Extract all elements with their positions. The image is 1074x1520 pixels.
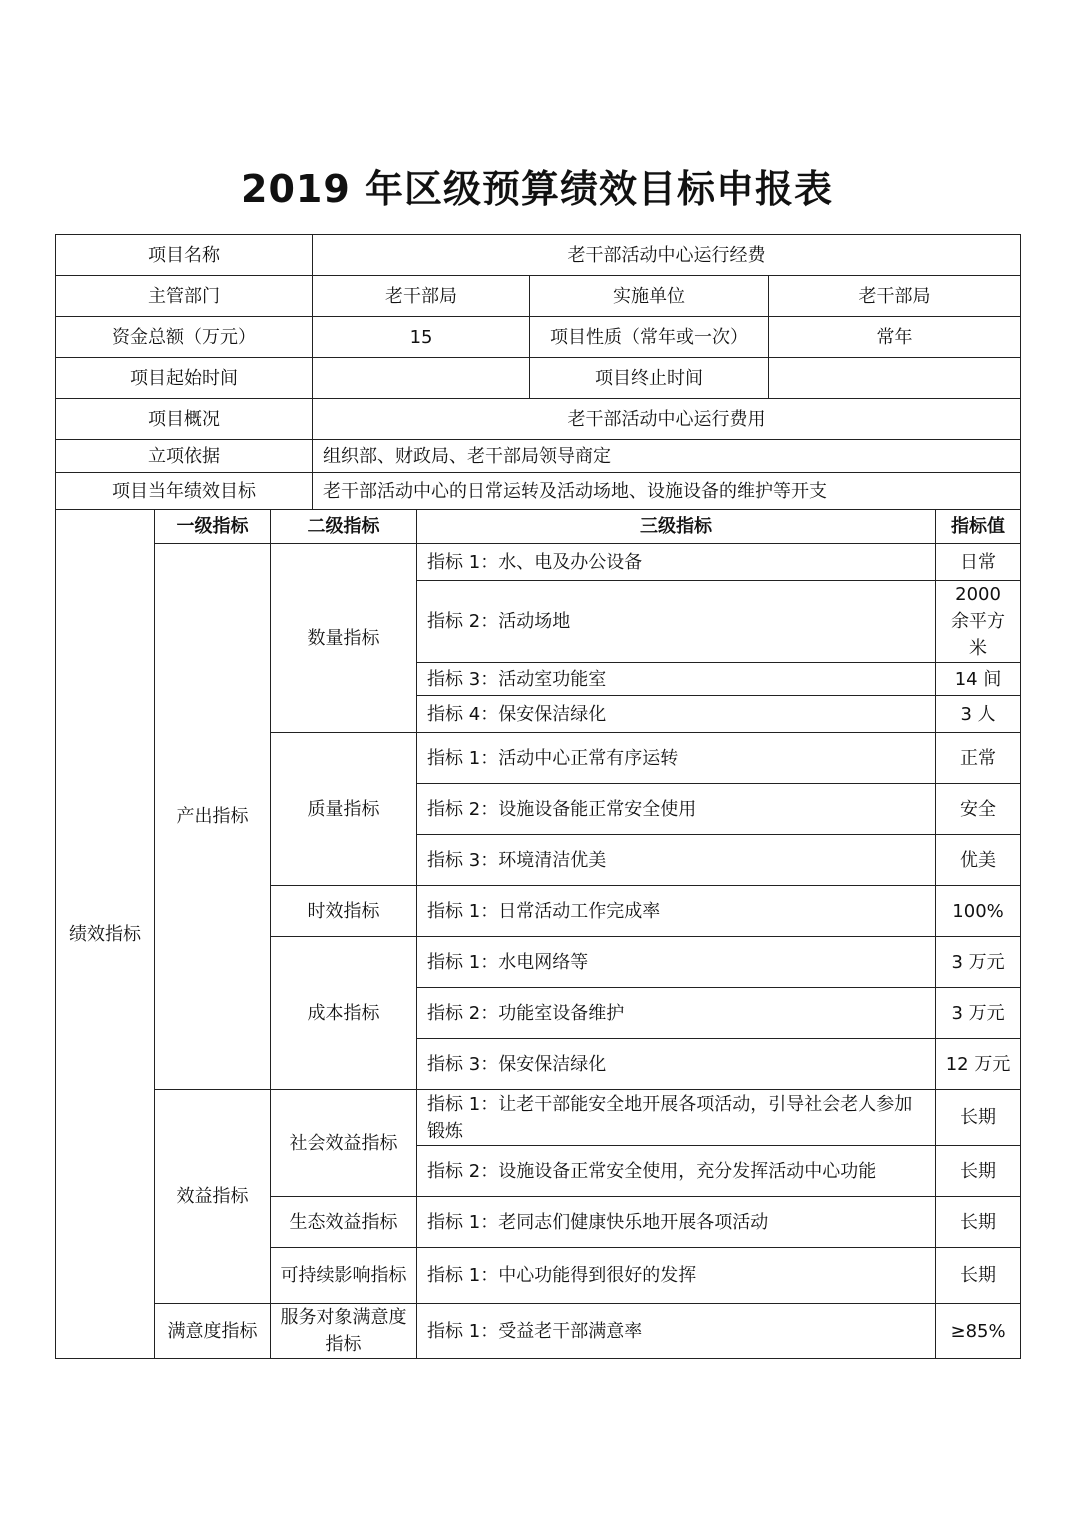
nature-value: 常年	[769, 317, 1021, 358]
indicator-value: 3 人	[936, 696, 1021, 733]
row-goal	[56, 473, 1021, 510]
row-basis	[56, 440, 1021, 473]
budget-form-table	[55, 234, 1021, 1359]
basis-label: 立项依据	[56, 440, 313, 473]
indicator-text: 指标 1：受益老干部满意率	[417, 1304, 936, 1359]
end-value	[769, 358, 1021, 399]
table-row	[56, 544, 1021, 581]
output-indicator-label: 产出指标	[155, 544, 271, 1090]
sustain-impact-label: 可持续影响指标	[271, 1248, 417, 1304]
indicator-value: 长期	[936, 1090, 1021, 1146]
funds-label: 资金总额（万元）	[56, 317, 313, 358]
start-label: 项目起始时间	[56, 358, 313, 399]
indicator-value: 长期	[936, 1146, 1021, 1197]
indicator-text: 指标 2：功能室设备维护	[417, 988, 936, 1039]
timeliness-indicator-label: 时效指标	[271, 886, 417, 937]
indicator-value: 优美	[936, 835, 1021, 886]
quantity-indicator-label: 数量指标	[271, 544, 417, 733]
indicator-text: 指标 1：老同志们健康快乐地开展各项活动	[417, 1197, 936, 1248]
end-label: 项目终止时间	[530, 358, 769, 399]
page-title: 2019 年区级预算绩效目标申报表	[241, 167, 833, 211]
perf-indicators-label: 绩效指标	[56, 510, 155, 1359]
indicator-text: 指标 3：环境清洁优美	[417, 835, 936, 886]
satisfaction-indicator-label: 满意度指标	[155, 1304, 271, 1359]
quality-indicator-label: 质量指标	[271, 733, 417, 886]
eco-benefit-label: 生态效益指标	[271, 1197, 417, 1248]
table-row	[56, 1090, 1021, 1146]
header-level2: 二级指标	[271, 510, 417, 544]
dept-value: 老干部局	[313, 276, 530, 317]
indicator-text: 指标 1：水、电及办公设备	[417, 544, 936, 581]
project-name-label: 项目名称	[56, 235, 313, 276]
service-satisfaction-label: 服务对象满意度指标	[271, 1304, 417, 1359]
indicator-value: 正常	[936, 733, 1021, 784]
perf-header-row	[56, 510, 1021, 544]
cost-indicator-label: 成本指标	[271, 937, 417, 1090]
goal-value: 老干部活动中心的日常运转及活动场地、设施设备的维护等开支	[313, 473, 1021, 510]
nature-label: 项目性质（常年或一次）	[530, 317, 769, 358]
header-level3: 三级指标	[417, 510, 936, 544]
indicator-text: 指标 2：活动场地	[417, 581, 936, 663]
start-value	[313, 358, 530, 399]
table-row	[56, 1304, 1021, 1359]
project-name-value: 老干部活动中心运行经费	[313, 235, 1021, 276]
indicator-value: 12 万元	[936, 1039, 1021, 1090]
indicator-text: 指标 2：设施设备正常安全使用，充分发挥活动中心功能	[417, 1146, 936, 1197]
basis-value: 组织部、财政局、老干部局领导商定	[313, 440, 1021, 473]
row-funds	[56, 317, 1021, 358]
indicator-text: 指标 1：让老干部能安全地开展各项活动，引导社会老人参加锻炼	[417, 1090, 936, 1146]
indicator-value: 长期	[936, 1197, 1021, 1248]
indicator-value: ≥85%	[936, 1304, 1021, 1359]
overview-label: 项目概况	[56, 399, 313, 440]
indicator-text: 指标 3：保安保洁绿化	[417, 1039, 936, 1090]
social-benefit-label: 社会效益指标	[271, 1090, 417, 1197]
indicator-value: 安全	[936, 784, 1021, 835]
row-overview	[56, 399, 1021, 440]
indicator-text: 指标 1：中心功能得到很好的发挥	[417, 1248, 936, 1304]
indicator-value: 长期	[936, 1248, 1021, 1304]
goal-label: 项目当年绩效目标	[56, 473, 313, 510]
header-level1: 一级指标	[155, 510, 271, 544]
indicator-text: 指标 1：水电网络等	[417, 937, 936, 988]
indicator-value: 3 万元	[936, 937, 1021, 988]
row-project-name	[56, 235, 1021, 276]
row-dates	[56, 358, 1021, 399]
impl-unit-label: 实施单位	[530, 276, 769, 317]
overview-value: 老干部活动中心运行费用	[313, 399, 1021, 440]
indicator-value: 2000 余平方米	[936, 581, 1021, 663]
indicator-text: 指标 3：活动室功能室	[417, 663, 936, 696]
indicator-text: 指标 1：活动中心正常有序运转	[417, 733, 936, 784]
indicator-value: 100%	[936, 886, 1021, 937]
row-department	[56, 276, 1021, 317]
dept-label: 主管部门	[56, 276, 313, 317]
funds-value: 15	[313, 317, 530, 358]
header-value: 指标值	[936, 510, 1021, 544]
benefit-indicator-label: 效益指标	[155, 1090, 271, 1304]
indicator-text: 指标 2：设施设备能正常安全使用	[417, 784, 936, 835]
indicator-value: 3 万元	[936, 988, 1021, 1039]
indicator-text: 指标 4：保安保洁绿化	[417, 696, 936, 733]
indicator-value: 14 间	[936, 663, 1021, 696]
impl-unit-value: 老干部局	[769, 276, 1021, 317]
indicator-value: 日常	[936, 544, 1021, 581]
indicator-text: 指标 1：日常活动工作完成率	[417, 886, 936, 937]
